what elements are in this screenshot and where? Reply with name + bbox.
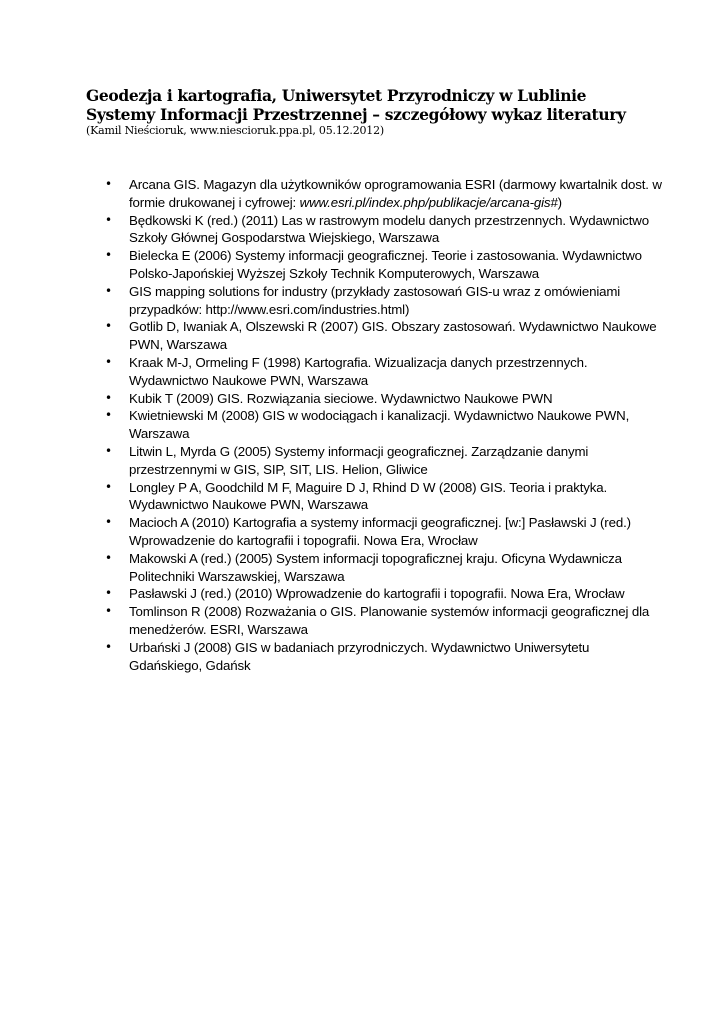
title-line-2: Systemy Informacji Przestrzennej – szczegółowy wykaz literatury bbox=[86, 105, 626, 124]
reference-text: Kubik T (2009) GIS. Rozwiązania sieciowe. Wydawnictwo Naukowe PWN bbox=[129, 390, 553, 406]
reference-text: Kwietniewski M (2008) GIS w wodociągach i kanalizacji. Wydawnictwo Naukowe PWN, Warszawa bbox=[129, 408, 630, 442]
reference-item bbox=[105, 550, 665, 586]
reference-item bbox=[105, 585, 665, 603]
bullet-icon: • bbox=[105, 177, 112, 191]
reference-item bbox=[105, 639, 665, 675]
bullet-icon: • bbox=[105, 319, 112, 334]
reference-item bbox=[105, 318, 665, 354]
reference-text: Kraak M-J, Ormeling F (1998) Kartografia. Wizualizacja danych przestrzennych. Wydawnictwo Naukowe PWN, Warszawa bbox=[129, 354, 588, 388]
author-subtitle: (Kamil Nieścioruk, www.niescioruk.ppa.pl, 05.12.2012) bbox=[86, 124, 384, 137]
bullet-icon: • bbox=[105, 515, 112, 530]
document-header bbox=[86, 86, 686, 138]
bullet-icon: • bbox=[105, 408, 112, 423]
bullet-icon: • bbox=[105, 283, 112, 298]
reference-text: Tomlinson R (2008) Rozważania o GIS. Planowanie systemów informacji geograficznej dla menedżerów. ESRI, Warszawa bbox=[129, 604, 650, 637]
reference-list bbox=[105, 176, 665, 674]
reference-text: Urbański J (2008) GIS w badaniach przyrodniczych. Wydawnictwo Uniwersytetu Gdańskiego, Gdańsk bbox=[129, 639, 590, 673]
reference-text: Będkowski K (red.) (2011) Las w rastrowym modelu danych przestrzennych. Wydawnictwo Szkoły Głównej Gospodarstwa Wiejskiego, Warszawa bbox=[129, 212, 650, 246]
reference-text: Longley P A, Goodchild M F, Maguire D J, Rhind D W (2008) GIS. Teoria i praktyka. Wydawnictwo Naukowe PWN, Warszawa bbox=[129, 479, 608, 513]
bullet-icon: • bbox=[105, 443, 112, 458]
reference-item bbox=[105, 212, 665, 248]
bullet-icon: • bbox=[105, 639, 112, 654]
bullet-icon: • bbox=[105, 604, 112, 619]
reference-item bbox=[105, 443, 665, 479]
reference-item bbox=[105, 390, 665, 408]
reference-item bbox=[105, 479, 665, 515]
reference-item bbox=[105, 603, 665, 639]
bullet-icon: • bbox=[105, 212, 112, 227]
reference-text: Macioch A (2010) Kartografia a systemy informacji geograficznej. [w:] Pasławski J (red.) Wprowadzenie do kartografii i topografii. Nowa Era, Wrocław bbox=[129, 515, 631, 548]
reference-url: www.esri.pl/index.php/publikacje/arcana-gis# bbox=[299, 194, 558, 210]
title-line-1: Geodezja i kartografia, Uniwersytet Przyrodniczy w Lublinie bbox=[86, 86, 587, 105]
reference-text: Litwin L, Myrda G (2005) Systemy informacji geograficznej. Zarządzanie danymi przestrzennymi w GIS, SIP, SIT, LIS. Helion, Gliwice bbox=[129, 443, 589, 477]
reference-text: GIS mapping solutions for industry (przykłady zastosowań GIS-u wraz z omówieniami przypadków: http://www.esri.com/industries.html) bbox=[129, 283, 621, 317]
reference-text: Makowski A (red.) (2005) System informacji topograficznej kraju. Oficyna Wydawnicza Politechniki Warszawskiej, Warszawa bbox=[129, 550, 622, 584]
reference-item bbox=[105, 283, 665, 319]
reference-item bbox=[105, 354, 665, 390]
bullet-icon: • bbox=[105, 390, 112, 405]
reference-text-end: ) bbox=[557, 194, 562, 210]
reference-item bbox=[105, 514, 665, 550]
reference-item bbox=[105, 176, 665, 212]
bullet-icon: • bbox=[105, 550, 112, 565]
reference-text: Arcana GIS. Magazyn dla użytkowników oprogramowania ESRI (darmowy kwartalnik dost. w formie drukowanej i cyfrowej: bbox=[129, 177, 662, 210]
reference-text: Bielecka E (2006) Systemy informacji geograficznej. Teorie i zastosowania. Wydawnictwo Polsko-Japońskiej Wyższej Szkoły Technik Komputerowych, Warszawa bbox=[129, 248, 642, 281]
bullet-icon: • bbox=[105, 248, 112, 263]
bullet-icon: • bbox=[105, 479, 112, 494]
reference-item bbox=[105, 247, 665, 283]
reference-text: Gotlib D, Iwaniak A, Olszewski R (2007) GIS. Obszary zastosowań. Wydawnictwo Naukowe PWN, Warszawa bbox=[129, 319, 657, 353]
bullet-icon: • bbox=[105, 586, 112, 601]
bullet-icon: • bbox=[105, 354, 112, 369]
reference-text: Pasławski J (red.) (2010) Wprowadzenie do kartografii i topografii. Nowa Era, Wrocław bbox=[129, 586, 625, 602]
reference-item bbox=[105, 407, 665, 443]
